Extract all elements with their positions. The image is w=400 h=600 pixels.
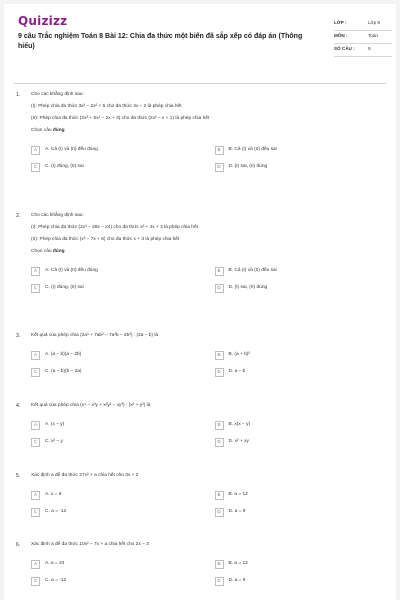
option-text: A. a = 24 [45, 560, 65, 566]
question-text: Xác định a để đa thức 10x² – 7x + a chia hết cho 2x – 3 [31, 542, 149, 547]
option-key-box: C [31, 438, 40, 447]
question-number: 5. [16, 473, 21, 479]
option-key-box: A [31, 560, 40, 569]
option-c[interactable] [31, 283, 209, 293]
option-key-box: B [215, 351, 224, 360]
option-key-box: A [31, 267, 40, 276]
option-key-box: D [215, 438, 224, 447]
option-a[interactable] [31, 490, 209, 500]
option-key-box: C [31, 284, 40, 293]
option-key-box: C [31, 577, 40, 586]
option-c[interactable] [31, 576, 209, 586]
option-c[interactable] [31, 367, 209, 377]
option-a[interactable] [31, 420, 209, 430]
question-number: 2. [16, 213, 21, 219]
question-number: 1. [16, 92, 21, 98]
meta-value: 9 [368, 45, 371, 51]
option-text: D. (I) sai, (II) đúng [228, 163, 268, 169]
option-c[interactable] [31, 162, 209, 172]
option-text: A. Cả (I) và (II) đều đúng [45, 146, 98, 152]
option-c[interactable] [31, 507, 209, 517]
option-key-box: B [215, 491, 224, 500]
statement-1: (I): Phép chia đa thức (2x³ – 26x – 24) cho đa thức x² + 4x + 3 là phép chia hết [31, 225, 198, 230]
worksheet-meta [334, 18, 392, 57]
option-d[interactable] [215, 437, 393, 447]
answer-options [31, 420, 392, 447]
option-text: D. a = 9 [228, 508, 246, 514]
answer-options [31, 266, 392, 293]
meta-label: SỐ CÂU : [334, 45, 355, 51]
choose-emphasis: đúng [52, 128, 65, 133]
question-5 [14, 473, 392, 517]
option-b[interactable] [215, 420, 393, 430]
question-text: Kết quả của phép chia (2a³ + 7ab² – 7a²b – 2b³) : (2a – b) là [31, 333, 159, 338]
option-key-box: D [215, 284, 224, 293]
option-key-box: C [31, 508, 40, 517]
meta-row-count [334, 44, 392, 57]
option-key-box: D [215, 508, 224, 517]
option-text: C. (I) đúng, (II) sai [45, 284, 84, 290]
option-key-box: D [215, 368, 224, 377]
option-text: C. (I) đúng, (II) sai [45, 163, 84, 169]
option-text: A. Cả (I) và (II) đều đúng [45, 267, 98, 273]
option-d[interactable] [215, 283, 393, 293]
option-b[interactable] [215, 266, 393, 276]
option-text: B. a = 12 [228, 491, 248, 497]
question-number: 6. [16, 542, 21, 548]
question-number: 4. [16, 403, 21, 409]
option-a[interactable] [31, 350, 209, 360]
option-key-box: C [31, 368, 40, 377]
option-d[interactable] [215, 367, 393, 377]
question-text: Xác định a để đa thức 27x² + a chia hết cho 3x + 2 [31, 473, 139, 478]
option-text: D. a = 9 [228, 577, 246, 583]
option-d[interactable] [215, 576, 393, 586]
option-text: A. (x – y) [45, 421, 65, 427]
question-text: Cho các khẳng định sau: [31, 213, 84, 218]
option-key-box: C [31, 163, 40, 172]
option-key-box: B [215, 267, 224, 276]
statement-2: (II): Phép chia đa thức (x³ – 7x + 6) cho đa thức x + 3 là phép chia hết [31, 237, 180, 242]
question-4 [14, 403, 392, 447]
option-text: D. a – b [228, 368, 246, 374]
worksheet-title: 9 câu Trắc nghiệm Toán 8 Bài 12: Chia đa thức một biến đã sắp xếp có đáp án (Thông hiểu) [18, 33, 303, 51]
option-a[interactable] [31, 145, 209, 155]
meta-value: Toán [368, 32, 378, 38]
answer-options [31, 145, 392, 172]
question-number: 3. [16, 333, 21, 339]
option-text: C. x² – y [45, 438, 63, 444]
option-text: C. (a – b)(b – 2a) [45, 368, 82, 374]
answer-options [31, 350, 392, 377]
option-key-box: B [215, 146, 224, 155]
meta-label: LỚP : [334, 20, 347, 25]
quizizz-logo: Quizizz [18, 14, 68, 28]
question-1 [14, 92, 392, 172]
question-3 [14, 333, 392, 377]
option-d[interactable] [215, 162, 393, 172]
choose-prompt [31, 128, 392, 140]
option-text: B. Cả (I) và (II) đều sai [228, 267, 277, 273]
option-b[interactable] [215, 350, 393, 360]
question-text: Cho các khẳng định sau: [31, 92, 84, 97]
answer-options [31, 559, 392, 586]
option-text: B. a = 12 [228, 560, 248, 566]
option-text: B. Cả (I) và (II) đều sai [228, 146, 277, 152]
option-a[interactable] [31, 559, 209, 569]
worksheet-page [4, 4, 396, 600]
option-key-box: A [31, 491, 40, 500]
option-key-box: A [31, 421, 40, 430]
option-a[interactable] [31, 266, 209, 276]
choose-emphasis: đúng [52, 249, 65, 254]
option-d[interactable] [215, 507, 393, 517]
meta-label: MÔN : [334, 32, 348, 38]
option-c[interactable] [31, 437, 209, 447]
meta-row-subject [334, 31, 392, 44]
answer-options [31, 490, 392, 517]
option-text: C. a = -12 [45, 508, 67, 514]
option-key-box: A [31, 351, 40, 360]
option-b[interactable] [215, 559, 393, 569]
choose-prefix: Chọn câu [31, 128, 53, 133]
question-6 [14, 542, 392, 586]
question-text: Kết quả của phép chia (x⁴ – x³y + x²y² – xy³) : (x² + y²) là [31, 403, 151, 408]
choose-prefix: Chọn câu [31, 249, 53, 254]
meta-row-class [334, 18, 392, 31]
header-divider [14, 83, 386, 84]
option-key-box: D [215, 577, 224, 586]
statement-1: (I): Phép chia đa thức 3x³ – 2x² + 5 cho đa thức 3x – 2 là phép chia hết [31, 104, 182, 109]
choose-prompt [31, 249, 392, 261]
option-text: A. (a – b)(a – 2b) [45, 351, 82, 357]
option-key-box: B [215, 560, 224, 569]
question-2 [14, 213, 392, 293]
option-key-box: B [215, 421, 224, 430]
option-text: D. x² + xy [228, 438, 249, 444]
option-b[interactable] [215, 145, 393, 155]
option-key-box: A [31, 146, 40, 155]
meta-value: Lớp 8 [368, 20, 380, 25]
option-text: B. (a + b)² [228, 351, 250, 357]
option-text: D. (I) sai, (II) đúng [228, 284, 268, 290]
option-text: A. x = 6 [45, 491, 62, 497]
statement-2: (II): Phép chia đa thức (2x³ + 5x² – 2x + 3) cho đa thức (2x² – x + 1) là phép chia hết [31, 116, 210, 121]
option-key-box: D [215, 163, 224, 172]
option-text: B. x(x – y) [228, 421, 251, 427]
option-text: C. a = -12 [45, 577, 67, 583]
option-b[interactable] [215, 490, 393, 500]
